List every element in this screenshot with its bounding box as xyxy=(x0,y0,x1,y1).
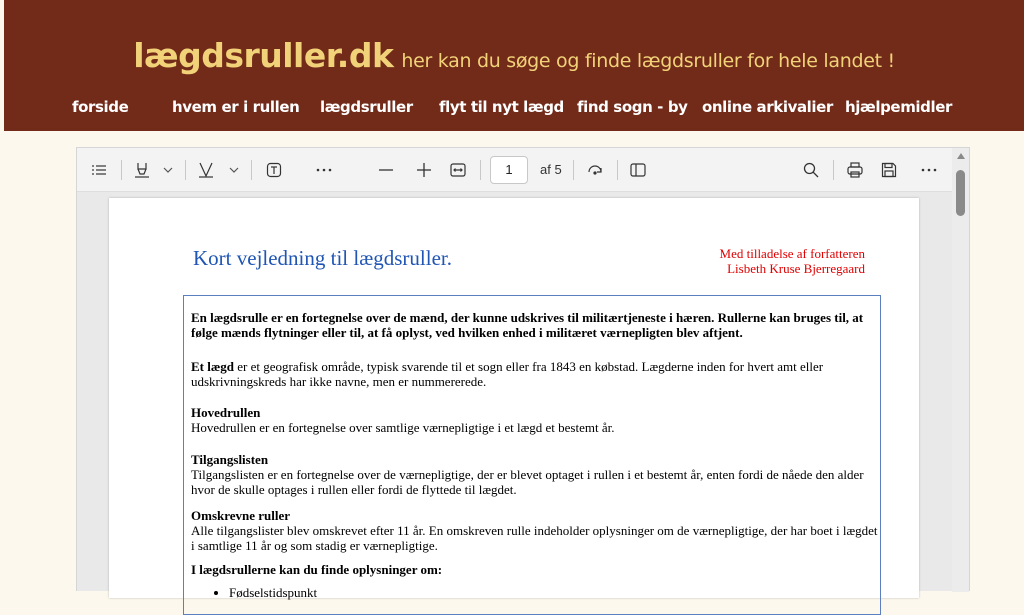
fit-width-icon[interactable] xyxy=(447,148,469,192)
nav-online-arkivalier[interactable]: online arkivalier xyxy=(702,98,833,116)
rotate-icon[interactable] xyxy=(583,148,607,192)
nav-flyt-til-nyt-laegd[interactable]: flyt til nyt lægd xyxy=(439,98,564,116)
text-icon[interactable] xyxy=(263,148,285,192)
list-item: • Fødselstidspunkt xyxy=(229,585,317,600)
print-icon[interactable] xyxy=(843,148,867,192)
author-permission: Med tilladelse af forfatteren Lisbeth Kruse Bjerregaard xyxy=(719,246,865,276)
main-nav xyxy=(4,98,1024,120)
nav-laegdsruller[interactable]: lægdsruller xyxy=(320,98,413,116)
pdf-viewer xyxy=(76,147,970,600)
pdf-toolbar xyxy=(77,148,969,192)
nav-hjaelpemidler[interactable]: hjælpemidler xyxy=(845,98,953,116)
pdf-page xyxy=(109,198,919,598)
save-icon[interactable] xyxy=(877,148,901,192)
viewer-scrollbar[interactable] xyxy=(952,148,969,592)
page-total: af 5 xyxy=(540,162,562,177)
chevron-down-icon[interactable] xyxy=(161,148,175,192)
section-tilgangslisten: Tilgangslisten Tilgangslisten er en fortegnelse over de værnepligtige, der er blevet optaget i rullen i et bestemt år, enten fordi de nåede den alder hvor de skulle optages i rullen eller fordi de flyttede til lægdet. xyxy=(191,452,864,497)
section-omskrevne-ruller: Omskrevne ruller Alle tilgangslister blev omskrevet efter 11 år. En omskreven rulle indeholder oplysninger om de værnepligtige, der har boet i lægdet i samtlige 11 år og som stadig er værnepligtige. xyxy=(191,508,878,553)
draw-icon[interactable] xyxy=(195,148,217,192)
zoom-out-icon[interactable] xyxy=(375,148,397,192)
more-options-icon[interactable] xyxy=(917,148,941,192)
page-view-icon[interactable] xyxy=(627,148,649,192)
scroll-up-icon[interactable] xyxy=(957,153,965,159)
list-heading: I lægdsrullerne kan du finde oplysninger om: xyxy=(191,562,443,577)
info-list xyxy=(229,585,317,600)
page-number-input[interactable]: 1 xyxy=(490,156,528,184)
nav-hvem-er-i-rullen[interactable]: hvem er i rullen xyxy=(172,98,300,116)
nav-find-sogn-by[interactable]: find sogn - by xyxy=(577,98,688,116)
nav-forside[interactable]: forside xyxy=(72,98,129,116)
site-title xyxy=(4,36,1024,75)
site-tagline: her kan du søge og finde lægdsruller for hele landet ! xyxy=(401,50,895,72)
highlight-icon[interactable] xyxy=(131,148,153,192)
document-title: Kort vejledning til lægdsruller. xyxy=(193,246,452,270)
section-hovedrullen: Hovedrullen Hovedrullen er en fortegnelse over samtlige værnepligtige i et lægd et bestemt år. xyxy=(191,405,615,435)
chevron-down-icon[interactable] xyxy=(227,148,241,192)
contents-icon[interactable] xyxy=(87,148,111,192)
search-icon[interactable] xyxy=(799,148,823,192)
scroll-thumb[interactable] xyxy=(956,170,965,216)
site-brand[interactable]: lægdsruller.dk xyxy=(133,36,394,75)
intro-paragraph: En lægdsrulle er en fortegnelse over de mænd, der kunne udskrives til militærtjeneste i hæren. Rullerne kan bruges til, at følge mænds flytninger eller til, at få oplyst, ved hvilken enhed i militæret værnepligten blev aftjent. xyxy=(191,310,864,340)
more-tools-icon[interactable] xyxy=(313,148,335,192)
laegd-paragraph: Et lægd er et geografisk område, typisk svarende til et sogn eller fra 1843 en købstad. Lægderne inden for hvert amt eller udskrivningskreds har ikke navne, men er nummererede. xyxy=(191,359,824,389)
site-header xyxy=(4,0,1024,131)
zoom-in-icon[interactable] xyxy=(413,148,435,192)
